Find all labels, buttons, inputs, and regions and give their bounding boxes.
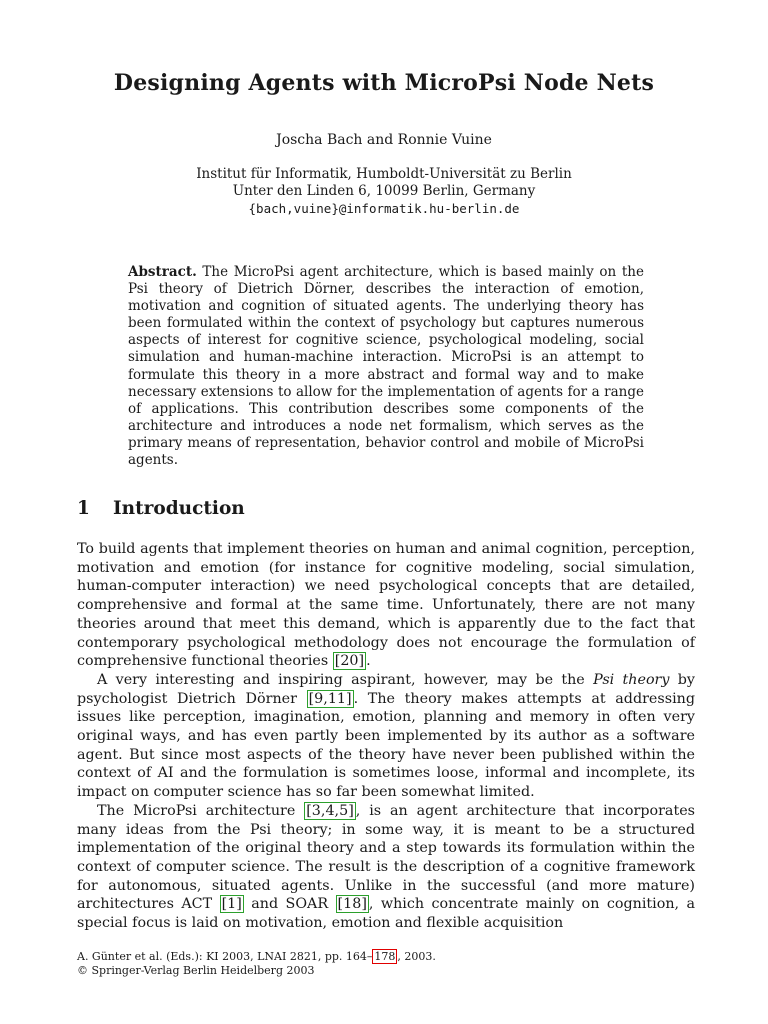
page-link[interactable]: 178 — [374, 950, 396, 963]
text-run: To build agents that implement theories on human and animal cognition, perception, motivation and emotion (for instance for cognitive modeling, social simulation, human-computer interaction) we need psychological concepts that are detailed, comprehensive and formal at the same time. Unfortunately, there are not many theories around that meet this demand, which is apparently due to the fact that contemporary psychological methodology does not encourage the formulation of comprehensive functional theories — [77, 541, 695, 670]
text-run: , which concentrate mainly on cognition, a special focus is laid on motivation, emotion and flexible acquisition — [77, 896, 695, 932]
section-number: 1 — [77, 498, 90, 519]
citation-link[interactable]: [3,4,5] — [306, 802, 354, 819]
citation-link[interactable]: [20] — [334, 653, 365, 670]
section-title: Introduction — [113, 498, 245, 519]
publication-footnote — [77, 950, 697, 978]
citation-link[interactable]: [1] — [221, 896, 242, 913]
emphasis-psi-theory: Psi theory — [593, 671, 670, 688]
affiliation-institute: Institut für Informatik, Humboldt-Universität zu Berlin — [196, 166, 572, 182]
text-run: by psychologist Dietrich Dörner — [77, 671, 695, 707]
abstract-text: The MicroPsi agent architecture, which is based mainly on the Psi theory of Dietrich Dörner, describes the interaction of emotion, motivation and cognition of situated agents. The underlying theory has been formulated within the context of psychology but captures numerous aspects of interest for cognitive science, psychological modeling, social simulation and human-machine interaction. MicroPsi is an attempt to formulate this theory in a more abstract and formal way and to make necessary extensions to allow for the implementation of agents for a range of applications. This contribution describes some components of the architecture and introduces a node net formalism, which serves as the primary means of representation, behavior control and mobile of MicroPsi agents. — [128, 264, 644, 469]
text-run: A. Günter et al. (Eds.): KI 2003, LNAI 2821, pp. 164– — [77, 950, 373, 963]
text-run: The MicroPsi architecture — [97, 802, 305, 819]
citation-link[interactable]: [9,11] — [308, 690, 352, 707]
paper-title: Designing Agents with MicroPsi Node Nets — [113, 70, 655, 96]
paragraph-1 — [77, 540, 695, 671]
footnote-copyright: © Springer-Verlag Berlin Heidelberg 2003 — [77, 964, 315, 977]
abstract-label: Abstract. — [128, 264, 197, 280]
text-run: A very interesting and inspiring aspirant, however, may be the — [97, 671, 594, 688]
affiliation-address: Unter den Linden 6, 10099 Berlin, Germany — [232, 183, 536, 199]
citation-link[interactable]: [18] — [337, 896, 367, 913]
affiliation — [0, 166, 768, 217]
paper-authors: Joscha Bach and Ronnie Vuine — [276, 132, 492, 148]
paragraph-2 — [77, 671, 695, 802]
text-run: , 2003. — [397, 950, 436, 963]
author-emails: {bach,vuine}@informatik.hu-berlin.de — [248, 201, 520, 216]
introduction-body — [77, 540, 695, 933]
section-heading-introduction — [77, 498, 245, 519]
footnote-citation — [77, 950, 697, 964]
text-run: . The theory makes attempts at addressing issues like perception, imagination, emotion, planning and memory in often very original ways, and has even partly been implemented by its author as a software agent. But since most aspects of the theory have never been published within the context of AI and the formulation is sometimes loose, informal and incomplete, its impact on computer science has so far been somewhat limited. — [77, 690, 695, 801]
abstract — [128, 264, 644, 469]
text-run: . — [366, 653, 371, 670]
text-run: and SOAR — [243, 896, 336, 913]
text-run: , is an agent architecture that incorporates many ideas from the Psi theory; in some way, it is meant to be a structured implementation of the original theory and a step towards its formulation within the context of computer science. The result is the description of a cognitive framework for autonomous, situated agents. Unlike in the successful (and more mature) architectures ACT — [77, 802, 695, 913]
paragraph-3 — [77, 802, 695, 933]
